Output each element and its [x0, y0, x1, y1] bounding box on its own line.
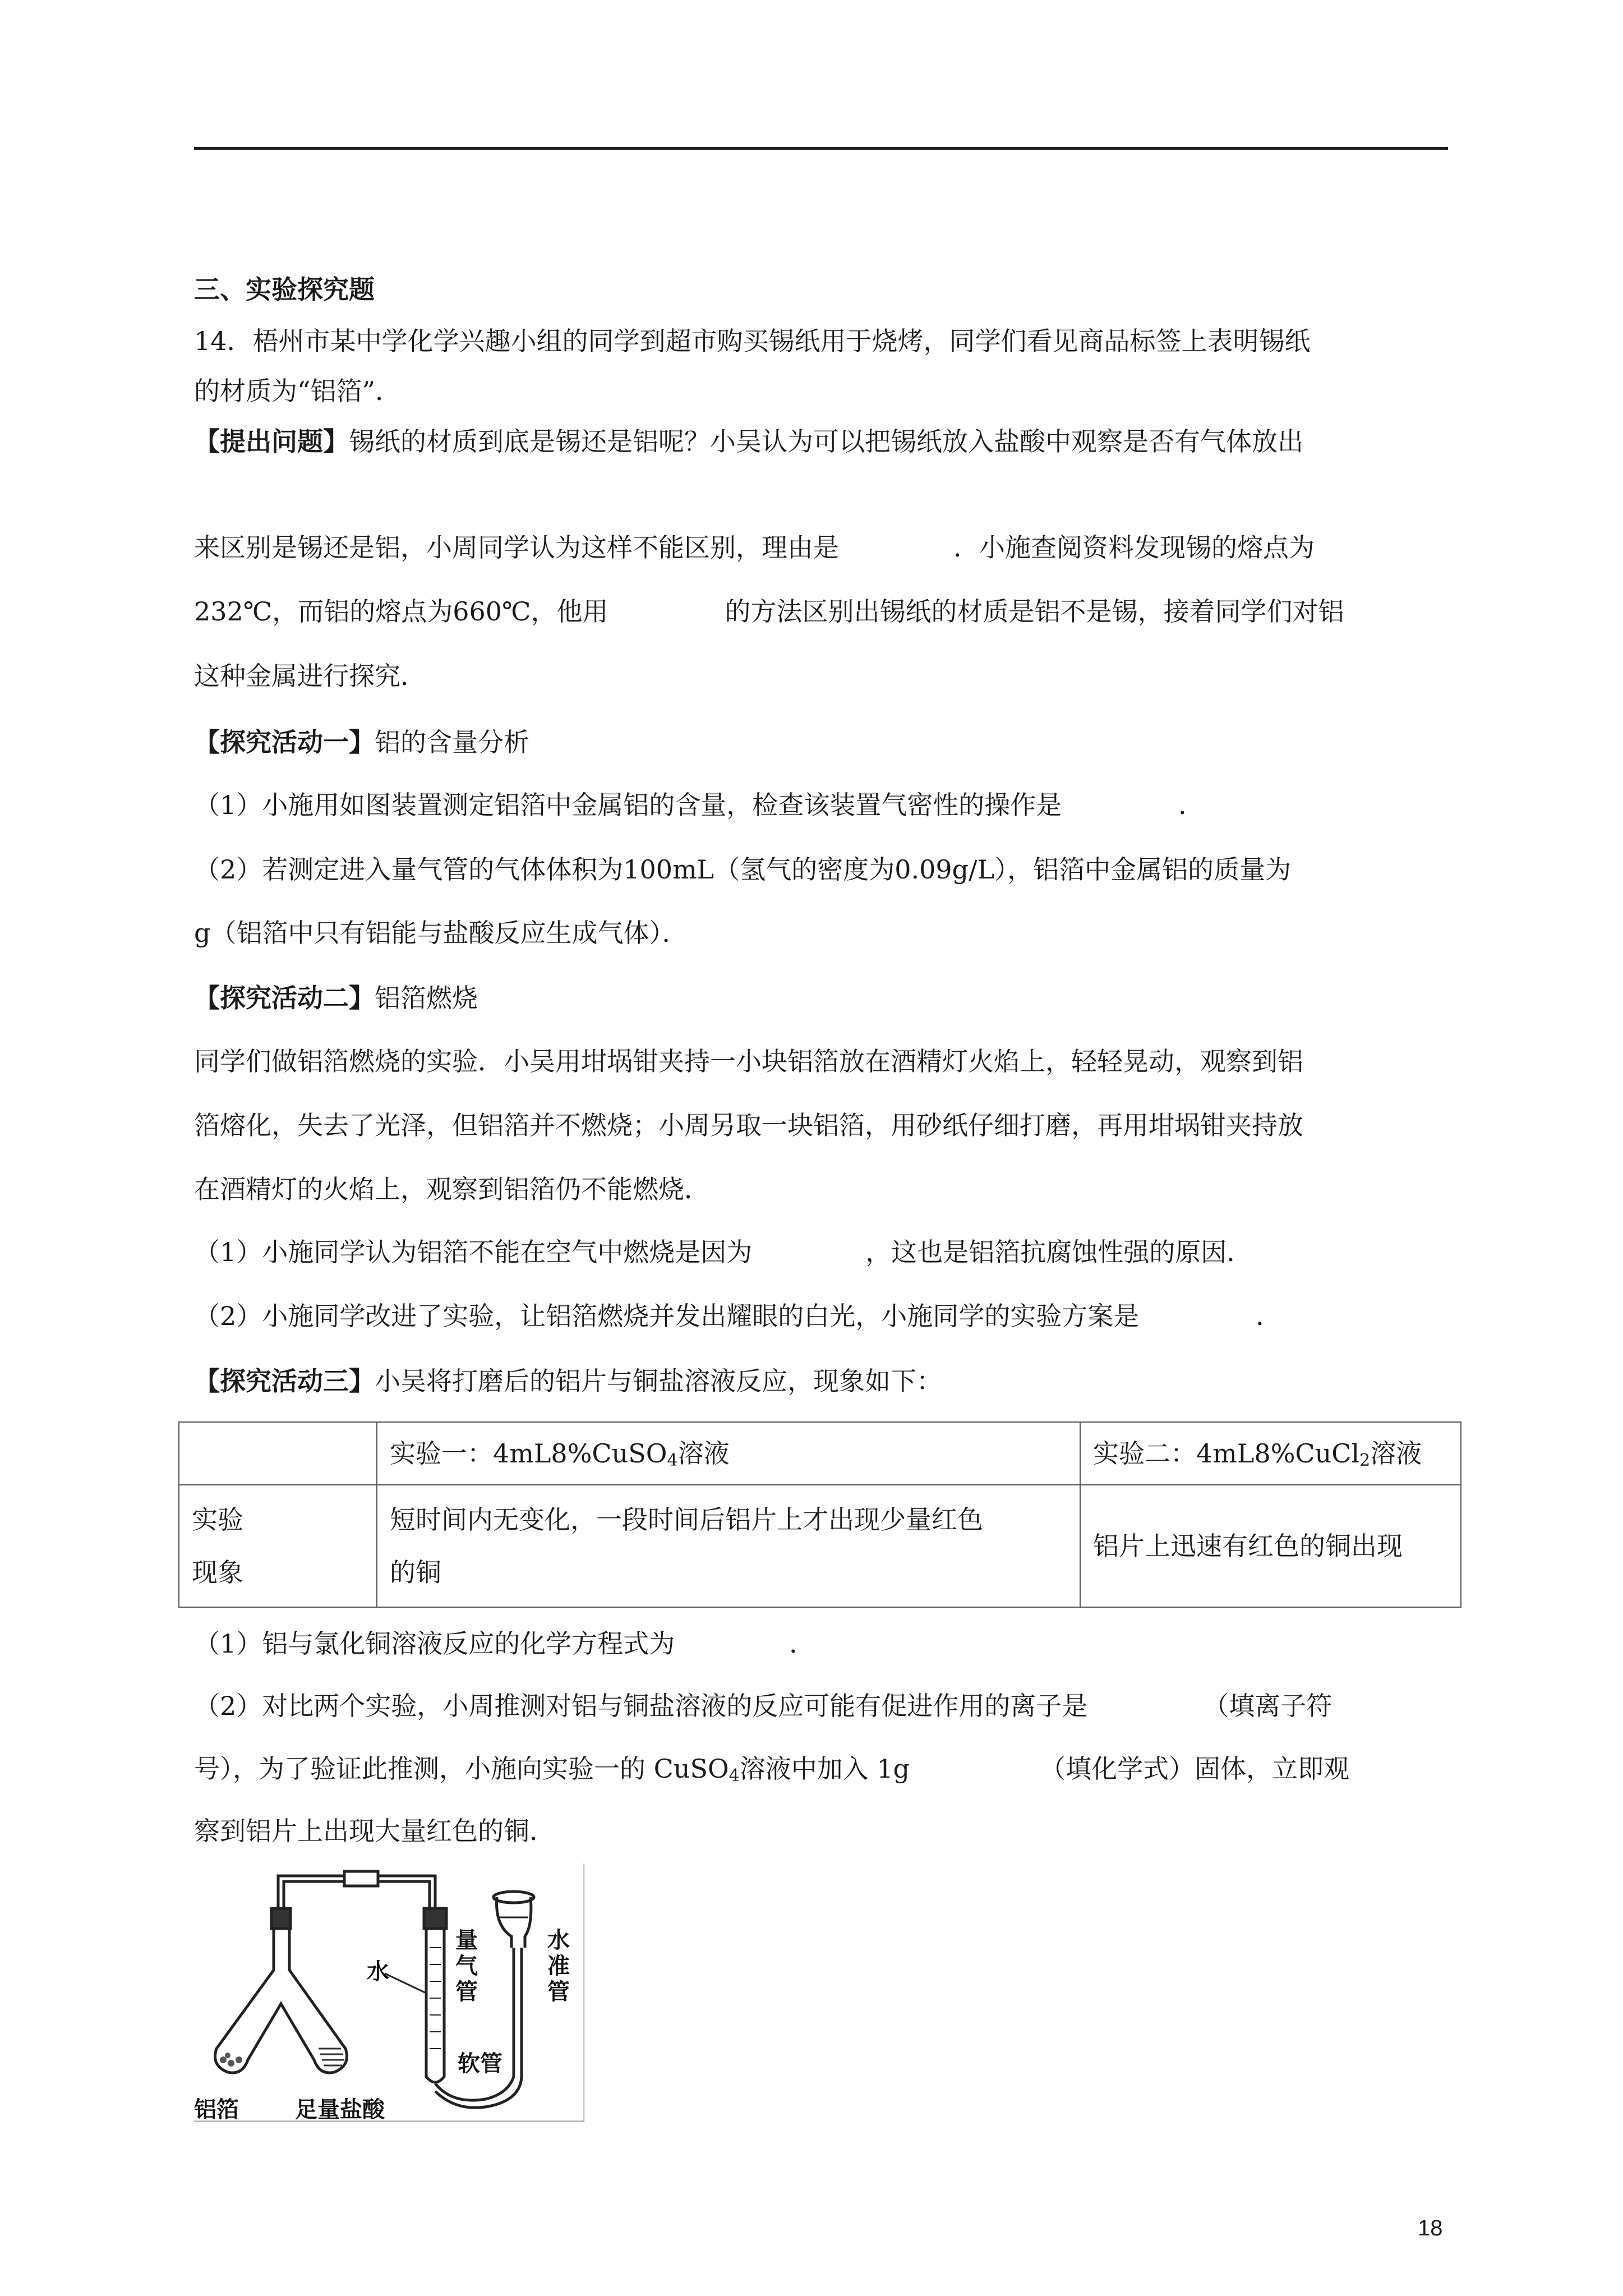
- header-exp1-text: 实验一：4mL8%CuSO: [390, 1438, 667, 1469]
- activity-2-q1: [194, 1235, 1252, 1269]
- activity-2-tag: 【探究活动二】: [194, 983, 375, 1013]
- label-gas-tube-2: 气: [455, 1953, 478, 1979]
- activity-3-q2-cont: [194, 1752, 1349, 1786]
- header-exp1-post: 溶液: [677, 1438, 730, 1469]
- activity-3-title: 小吴将打磨后的铝片与铜盐溶液反应，现象如下：: [375, 1366, 942, 1396]
- table-corner-cell: [179, 1422, 377, 1485]
- exp1-phenomenon-cell: [377, 1485, 1080, 1607]
- activity-1-q1-text: （1）小施用如图装置测定铝箔中金属铝的含量，检查该装置气密性的操作是: [194, 790, 1062, 820]
- activity-3-q2-text-e: （填化学式）固体，立即观: [1040, 1754, 1350, 1784]
- water-pointer: [385, 1973, 427, 1994]
- table-row-phenomena: [179, 1485, 1461, 1607]
- label-level-tube-3: 管: [547, 1978, 570, 2005]
- raise-question-line-3: [194, 595, 1344, 628]
- activity-2-para-1: 同学们做铝箔燃烧的实验．小吴用坩埚钳夹持一小块铝箔放在酒精灯火焰上，轻轻晃动，观察到铝: [194, 1046, 1303, 1076]
- raise-question-line-2: [194, 531, 1315, 564]
- activity-3-q1: [194, 1627, 815, 1660]
- exp2-phenomenon-cell: 铝片上迅速有红色的铜出现: [1080, 1485, 1461, 1607]
- row-label-cell: [179, 1485, 377, 1607]
- header-rule: [194, 147, 1448, 150]
- apparatus-diagram: [194, 1864, 584, 2122]
- activity-2-para-2: 箔熔化，失去了光泽，但铝箔并不燃烧；小周另取一块铝箔，用砂纸仔细打磨，再用坩埚钳夹持放: [194, 1110, 1303, 1140]
- activity-1-q1: [194, 788, 1204, 822]
- activity-2-q2-text: （2）小施同学改进了实验，让铝箔燃烧并发出耀眼的白光，小施同学的实验方案是: [194, 1301, 1140, 1331]
- activity-3-q1-text: （1）铝与氯化铜溶液反应的化学方程式为: [194, 1628, 675, 1659]
- activity-1-title: 铝的含量分析: [375, 727, 529, 757]
- flexible-hose: [435, 1948, 522, 2108]
- label-aluminum-foil: 铝箔: [194, 2096, 239, 2122]
- table-header-exp1: [377, 1422, 1080, 1485]
- raise-question-line-1: [194, 425, 1303, 458]
- label-level-tube-2: 准: [547, 1953, 570, 1979]
- row-label-1: 实验: [192, 1504, 243, 1535]
- exp1-phenomenon-line-1: 短时间内无变化，一段时间后铝片上才出现少量红色: [390, 1504, 983, 1535]
- label-hose: 软管: [458, 2050, 502, 2077]
- section-title: 三、实验探究题: [194, 274, 375, 305]
- header-exp2-post: 溶液: [1370, 1438, 1422, 1469]
- activity-1-q2: （2）若测定进入量气管的气体体积为100mL（氢气的密度为0.09g/L），铝箔中金属铝的质量为: [194, 854, 1292, 885]
- row-label-2: 现象: [192, 1557, 243, 1588]
- connecting-tube: [278, 1871, 435, 1908]
- cuso4-subscript: 4: [728, 1766, 740, 1786]
- label-level-tube-1: 水: [547, 1927, 570, 1953]
- activity-1-q2-cont: g（铝箔中只有铝能与盐酸反应生成气体）．: [194, 918, 688, 948]
- activity-1-q1-end: ．: [1178, 790, 1205, 820]
- raise-text-b: ．小施查阅资料发现锡的熔点为: [953, 532, 1315, 563]
- exp1-phenomenon-line-2: 的铜: [390, 1557, 441, 1588]
- label-water: 水: [367, 1958, 389, 1985]
- raise-text-d: 的方法区别出锡纸的材质是铝不是锡，接着同学们对铝: [725, 596, 1344, 627]
- header-exp2-text: 实验二：4mL8%CuCl: [1093, 1438, 1360, 1469]
- q14-line-1: 14．梧州市某中学化学兴趣小组的同学到超市购买锡纸用于烧烤，同学们看见商品标签上表明锡纸: [194, 326, 1311, 356]
- activity-2-q1-text: （1）小施同学认为铝箔不能在空气中燃烧是因为: [194, 1237, 753, 1267]
- label-gas-tube-1: 量: [455, 1927, 478, 1953]
- activity-1-heading: [194, 725, 529, 759]
- q14-line-2: 的材质为“铝箔”．: [194, 376, 402, 406]
- activity-3-q2-end-line: 察到铝片上出现大量红色的铜．: [194, 1816, 555, 1846]
- activity-3-q2-text-d: 溶液中加入 1g: [739, 1754, 910, 1784]
- leveling-tube: [494, 1892, 534, 1948]
- activity-3-q2-end: （填离子符: [1203, 1691, 1332, 1721]
- header-exp1-sub: 4: [667, 1451, 678, 1470]
- page-number: 18: [1418, 2216, 1443, 2240]
- activity-1-tag: 【探究活动一】: [194, 727, 375, 757]
- activity-2-heading: [194, 981, 478, 1015]
- aluminum-foil-pieces: [220, 2053, 242, 2067]
- activity-3-q2: [194, 1689, 1332, 1723]
- activity-2-q2: [194, 1299, 1281, 1333]
- activity-3-q1-end: ．: [789, 1628, 815, 1659]
- table-header-row: [179, 1422, 1461, 1485]
- activity-3-heading: [194, 1364, 942, 1398]
- raise-question-line-4: 这种金属进行探究．: [194, 661, 426, 691]
- activity-3-q2-text-c: 号），为了验证此推测，小施向实验一的 CuSO: [194, 1754, 729, 1784]
- raise-question-tag: 【提出问题】: [194, 426, 349, 457]
- activity-2-q2-end: ．: [1256, 1301, 1282, 1331]
- hydrochloric-acid: [319, 2049, 344, 2065]
- activity-2-q1-end: ，这也是铝箔抗腐蚀性强的原因．: [865, 1237, 1253, 1267]
- header-exp2-sub: 2: [1359, 1451, 1371, 1470]
- label-excess-hcl: 足量盐酸: [295, 2096, 385, 2122]
- label-gas-tube-3: 管: [455, 1978, 478, 2005]
- activity-2-title: 铝箔燃烧: [375, 983, 478, 1013]
- raise-text-a: 来区别是锡还是铝，小周同学认为这样不能区别，理由是: [194, 532, 839, 563]
- table-header-exp2: [1080, 1422, 1461, 1485]
- raise-text-c: 232℃，而铝的熔点为660℃，他用: [194, 596, 608, 627]
- activity-2-para-3: 在酒精灯的火焰上，观察到铝箔仍不能燃烧．: [194, 1174, 710, 1204]
- gas-measuring-tube: [424, 1908, 446, 2082]
- experiment-table: [178, 1421, 1461, 1608]
- activity-3-q2-text: （2）对比两个实验，小周推测对铝与铜盐溶液的反应可能有促进作用的离子是: [194, 1691, 1088, 1721]
- raise-question-text: 锡纸的材质到底是锡还是铝呢？小吴认为可以把锡纸放入盐酸中观察是否有气体放出: [349, 426, 1303, 457]
- activity-3-tag: 【探究活动三】: [194, 1366, 375, 1396]
